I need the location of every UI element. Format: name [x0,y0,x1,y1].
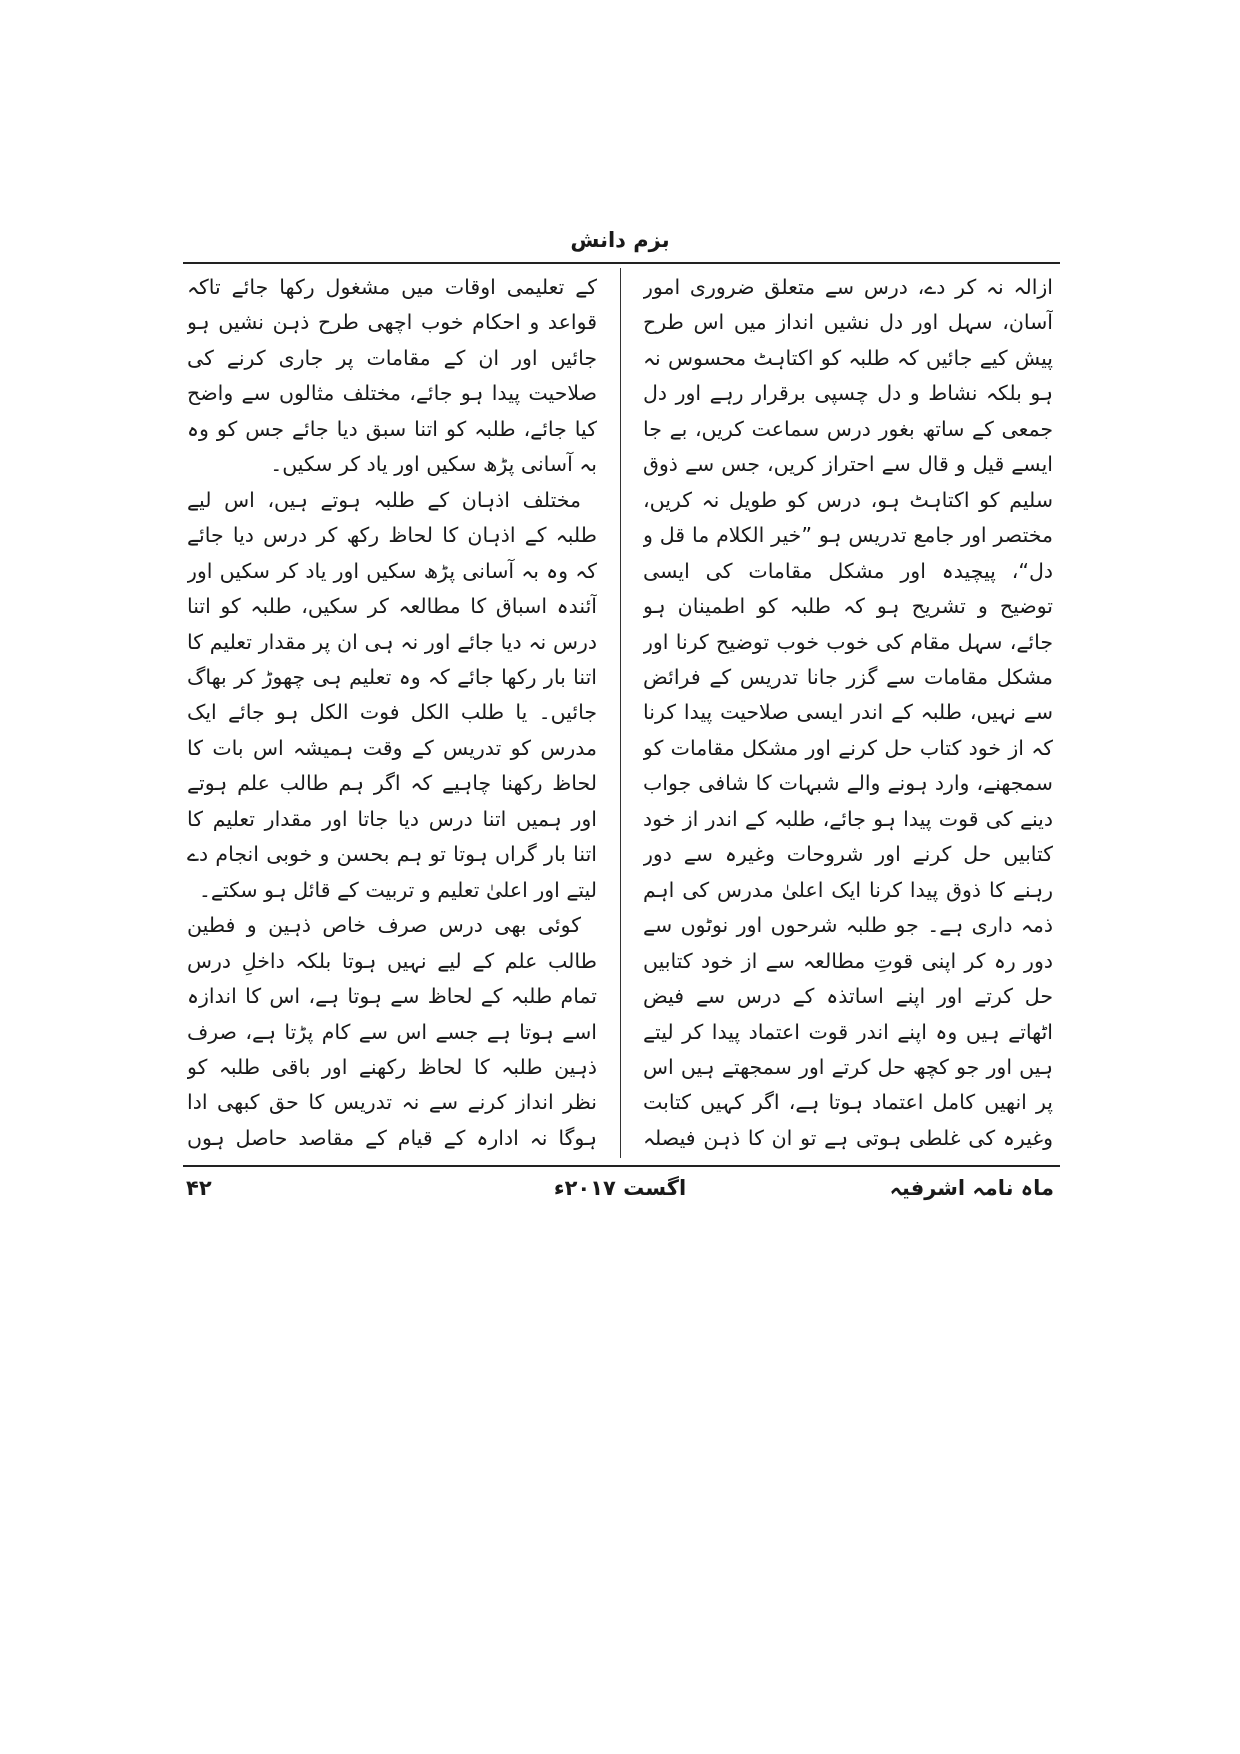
footer-magazine-name: ماہ نامہ اشرفیہ [889,1176,1054,1200]
page-header-title: بزم دانش [570,228,670,252]
paragraph: مختلف اذہان کے طلبہ ہوتے ہیں، اس لیے طلبہ کے اذہان کا لحاظ رکھ کر درس دیا جائے کہ وہ بہ آسانی پڑھ سکیں اور یاد کر سکیں اور آئندہ اسباق کا مطالعہ کر سکیں، طلبہ کو اتنا درس نہ دیا جائے اور نہ ہی ان پر مقدار تعلیم کا اتنا بار رکھا جائے کہ وہ تعلیم ہی چھوڑ کر بھاگ جائیں۔ یا طلب الکل فوت الکل ہو جائے ایک مدرس کو تدریس کے وقت ہمیشہ اس بات کا لحاظ رکھنا چاہیے کہ اگر ہم طالب علم ہوتے اور ہمیں اتنا درس دیا جاتا اور مقدار تعلیم کا اتنا بار گراں ہوتا تو ہم بحسن و خوبی انجام دے لیتے اور اعلیٰ تعلیم و تربیت کے قائل ہو سکتے۔ [187,487,597,902]
header-rule [183,262,1060,264]
paragraph: ازالہ نہ کر دے، درس سے متعلق ضروری امور آسان، سہل اور دل نشیں انداز میں اس طرح پیش کیے جائیں کہ طلبہ کو اکتاہٹ محسوس نہ ہو بلکہ نشاط و دل چسپی برقرار رہے اور دل جمعی کے ساتھ بغور درس سماعت کریں، بے جا ایسے قیل و قال سے احتراز کریں، جس سے ذوق سلیم کو اکتاہٹ ہو، درس کو طویل نہ کریں، مختصر اور جامع تدریس ہو ”خیر الکلام ما قل و دل“، پیچیدہ اور مشکل مقامات کی ایسی توضیح و تشریح ہو کہ طلبہ کو اطمینان ہو جائے، سہل مقام کی خوب خوب توضیح کرنا اور مشکل مقامات سے گزر جانا تدریس کے فرائض سے نہیں، طلبہ کے اندر ایسی صلاحیت پیدا کرنا کہ از خود کتاب حل کرنے اور مشکل مقامات کو سمجھنے، وارد ہونے والے شبہات کا شافی جواب دینے کی قوت پیدا ہو جائے، طلبہ کے اندر از خود کتابیں حل کرنے اور شروحات وغیرہ سے دور رہنے کا ذوق پیدا کرنا ایک اعلیٰ مدرس کی اہم ذمہ داری ہے۔ جو طلبہ شرحوں اور نوٹوں سے دور رہ کر اپنی قوتِ مطالعہ سے از خود کتابیں حل کرتے اور اپنے اساتذہ کے درس سے فیض اٹھاتے ہیں وہ اپنے اندر قوت اعتماد پیدا کر لیتے ہیں اور جو کچھ حل کرتے اور سمجھتے ہیں اس پر انھیں کامل اعتماد ہوتا ہے، اگر کہیں کتابت وغیرہ کی غلطی ہوتی ہے تو ان کا ذہن فیصلہ [643,275,1053,1150]
footer-page-number: ۴۲ [186,1176,212,1200]
footer-issue-date: اگست ۲۰۱۷ء [553,1176,687,1200]
paragraph: کے تعلیمی اوقات میں مشغول رکھا جائے تاکہ قواعد و احکام خوب اچھی طرح ذہن نشیں ہو جائیں اور ان کے مقامات پر جاری کرنے کی صلاحیت پیدا ہو جائے، مختلف مثالوں سے واضح کیا جائے، طلبہ کو اتنا سبق دیا جائے جس کو وہ بہ آسانی پڑھ سکیں اور یاد کر سکیں۔ [187,275,597,477]
text-column-right [643,270,1053,1150]
footer-rule [183,1165,1060,1167]
text-column-left [187,270,597,1150]
paragraph: کوئی بھی درس صرف خاص ذہین و فطین طالب علم کے لیے نہیں ہوتا بلکہ داخلِ درس تمام طلبہ کے لحاظ سے ہوتا ہے، اس کا اندازہ اسے ہوتا ہے جسے اس سے کام پڑتا ہے، صرف ذہین طلبہ کا لحاظ رکھنے اور باقی طلبہ کو نظر انداز کرنے سے نہ تدریس کا حق کبھی ادا ہوگا نہ ادارہ کے قیام کے مقاصد حاصل ہوں [187,913,597,1150]
column-divider [620,268,621,1158]
